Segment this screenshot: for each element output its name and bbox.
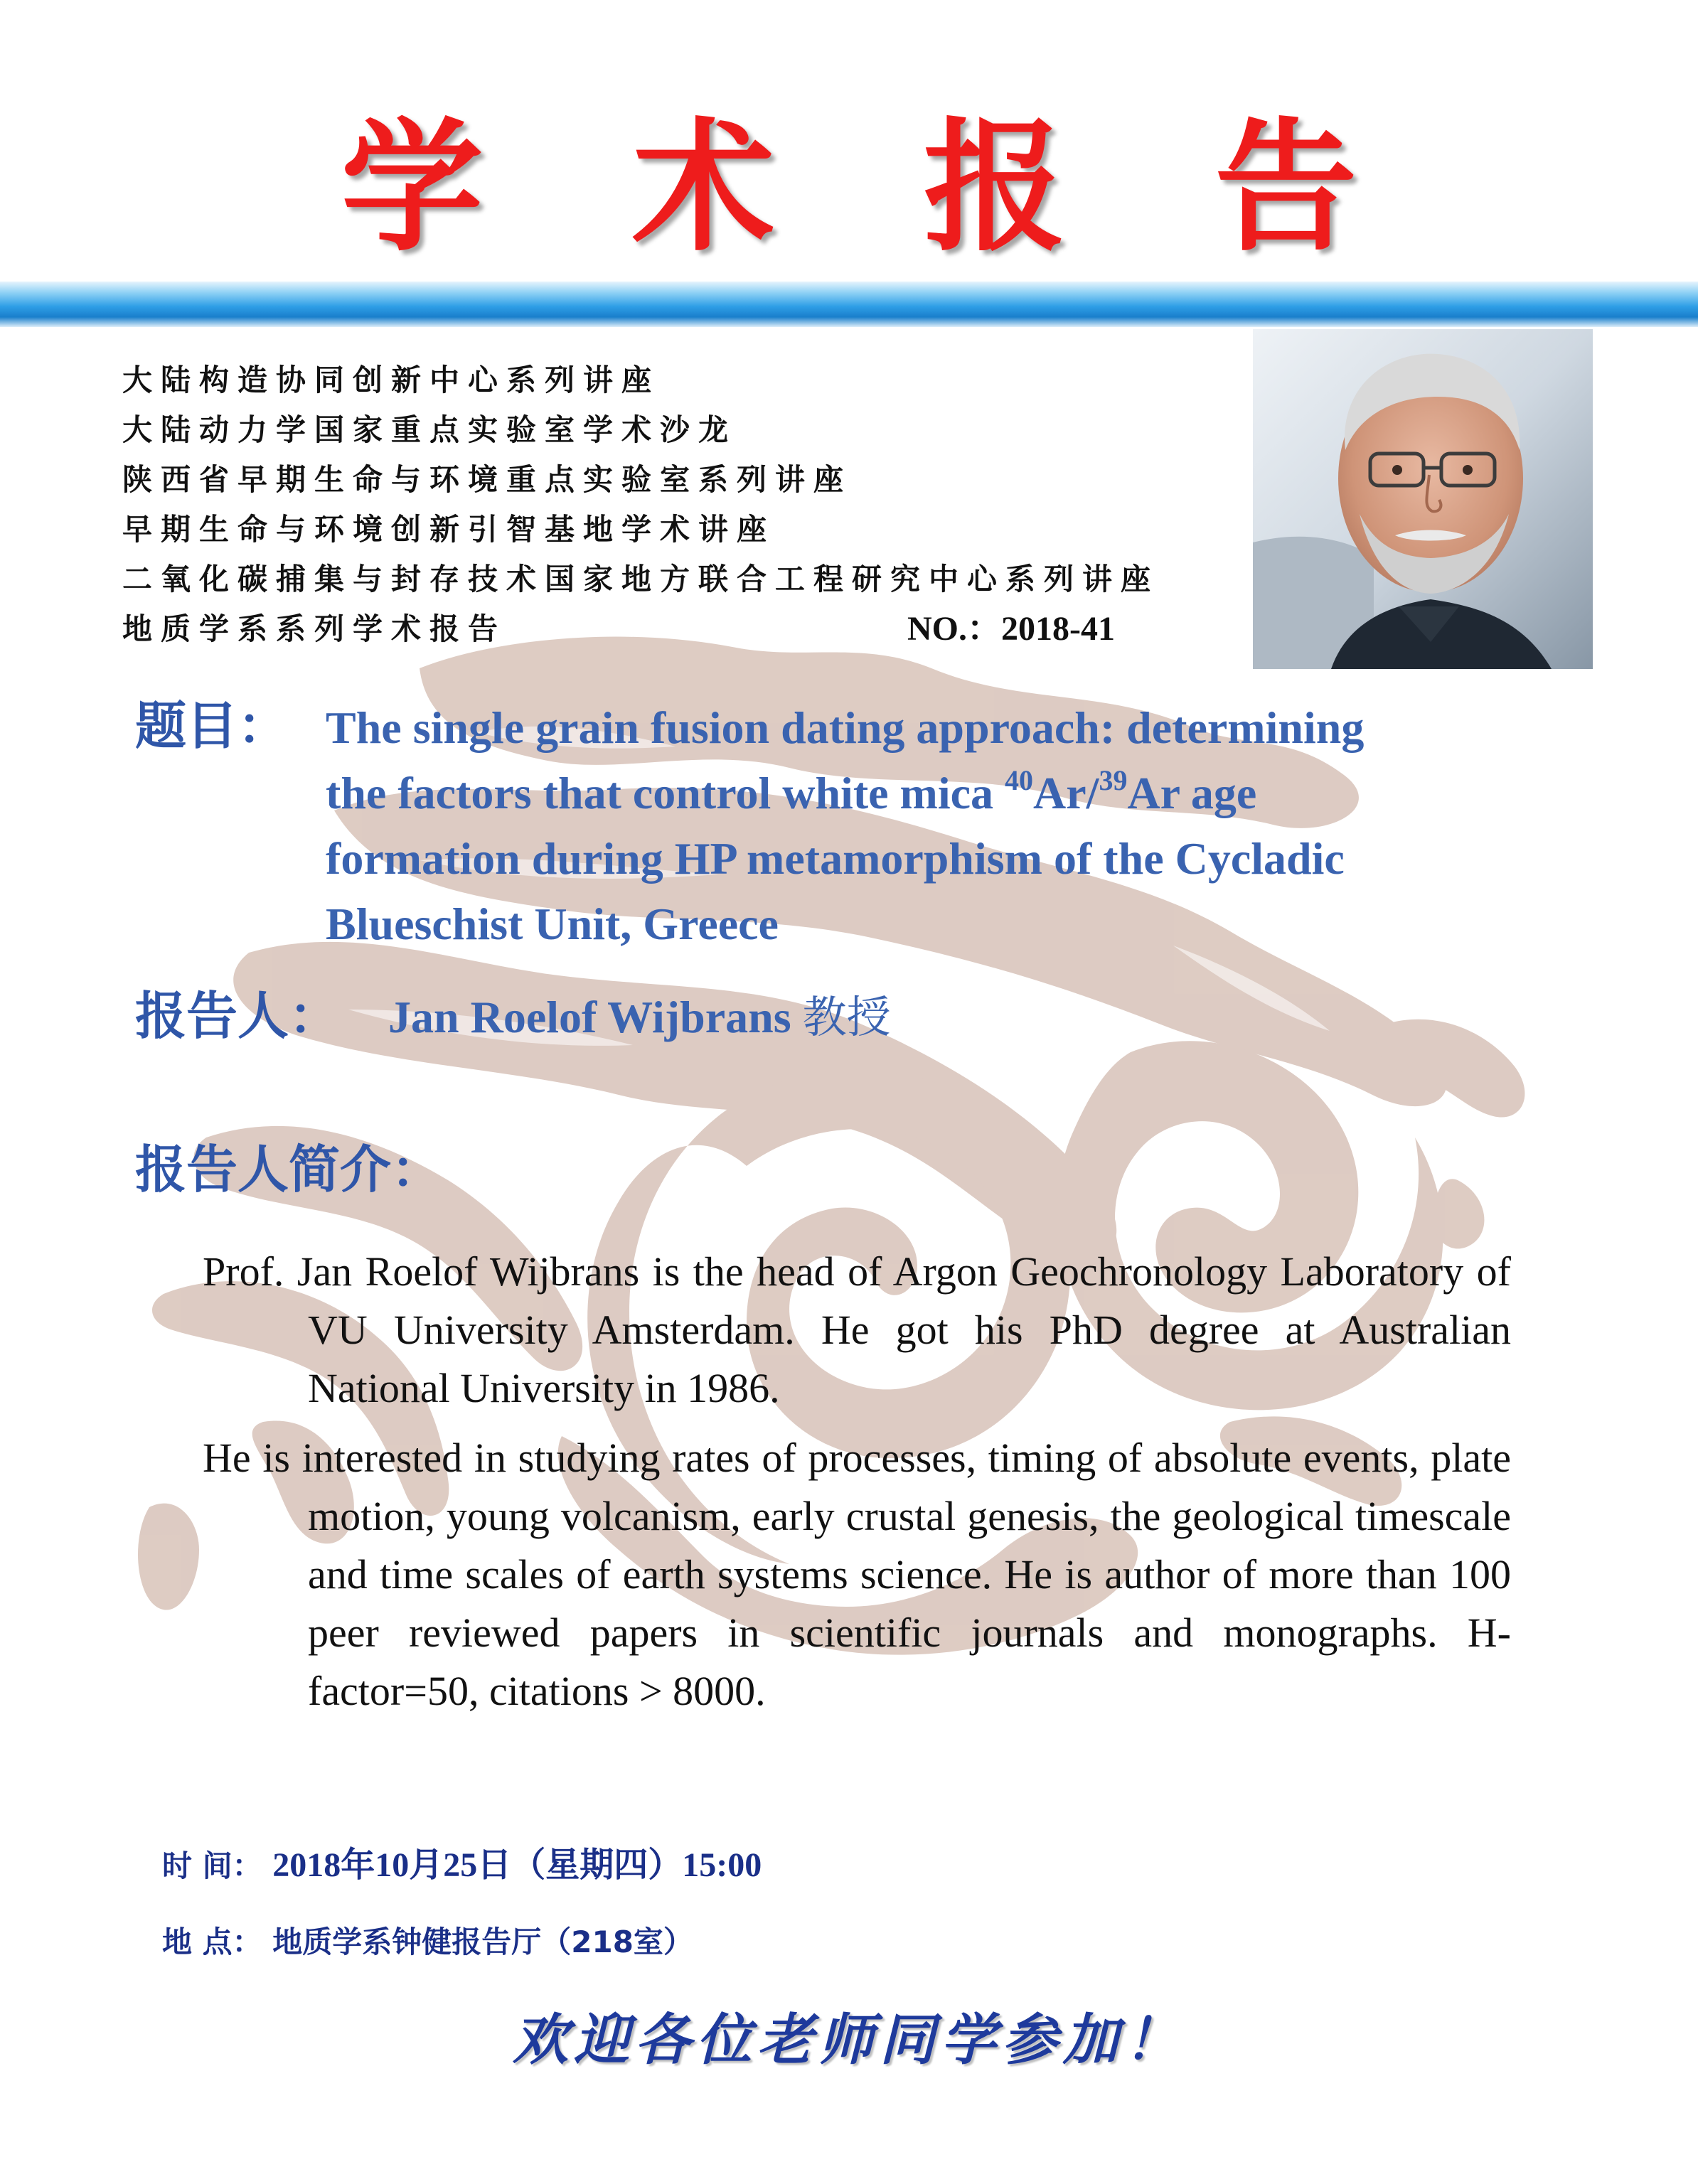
bio-paragraph-1: Prof. Jan Roelof Wijbrans is the head of Argon Geochronology Laboratory of VU University Amsterdam. He got his PhD degree at Australian National University in 1986. xyxy=(203,1248,1511,1411)
event-place xyxy=(162,1921,693,1964)
talk-title-line-4: Blueschist Unit, Greece xyxy=(326,899,779,949)
speaker-portrait xyxy=(1253,329,1593,669)
bio-paragraph-2: He is interested in studying rates of processes, timing of absolute events, plate motion, young volcanism, early crustal genesis, the geological timescale and time scales of earth systems science. He is author of more than 100 peer reviewed papers in scientific journals and monographs. H-factor=50, citations > 8000. xyxy=(203,1435,1511,1714)
talk-title-line-2-c: Ar age xyxy=(1127,768,1257,818)
place-value: 地质学系钟健报告厅（218室） xyxy=(272,1925,693,1959)
speaker-name: Jan Roelof Wijbrans xyxy=(388,992,791,1042)
series-line-4: 早期生命与环境创新引智基地学术讲座 xyxy=(122,512,776,547)
report-number: NO.：2018-41 xyxy=(907,610,1115,648)
series-line-2: 大陆动力学国家重点实验室学术沙龙 xyxy=(122,412,737,447)
title-divider-band xyxy=(0,282,1698,327)
series-line-3: 陕西省早期生命与环境重点实验室系列讲座 xyxy=(122,462,853,497)
welcome-message: 欢迎各位老师同学参加！ xyxy=(512,2008,1185,2072)
talk-title-line-3: formation during HP metamorphism of the Cycladic xyxy=(326,833,1345,884)
topic-label: 题目： xyxy=(135,696,289,756)
event-time xyxy=(162,1844,762,1888)
bio-label: 报告人简介： xyxy=(135,1140,443,1199)
series-line-6-text: 地质学系系列学术报告 xyxy=(122,611,507,646)
speaker-name-line xyxy=(388,985,891,1049)
talk-title-line-1: The single grain fusion dating approach: determining xyxy=(326,702,1365,753)
talk-title-line-2-a: the factors that control white mica xyxy=(326,768,1005,818)
talk-title-line-2-b: Ar/ xyxy=(1033,768,1099,818)
poster-title: 学 术 报 告 xyxy=(341,105,1407,271)
isotope-39-superscript: 39 xyxy=(1099,764,1128,796)
speaker-title: 教授 xyxy=(802,991,891,1043)
series-line-1: 大陆构造协同创新中心系列讲座 xyxy=(122,363,661,397)
speaker-label: 报告人： xyxy=(135,986,341,1046)
place-label: 地 点： xyxy=(162,1925,262,1959)
isotope-40-superscript: 40 xyxy=(1005,764,1034,796)
time-value: 2018年10月25日（星期四）15:00 xyxy=(272,1846,762,1884)
lecture-series-list xyxy=(122,355,1260,654)
time-label: 时 间： xyxy=(162,1848,262,1883)
talk-title-line-2 xyxy=(326,761,1577,826)
series-line-6 xyxy=(122,604,1260,654)
talk-title xyxy=(326,695,1577,957)
series-line-5: 二氧化碳捕集与封存技术国家地方联合工程研究中心系列讲座 xyxy=(122,562,1160,596)
